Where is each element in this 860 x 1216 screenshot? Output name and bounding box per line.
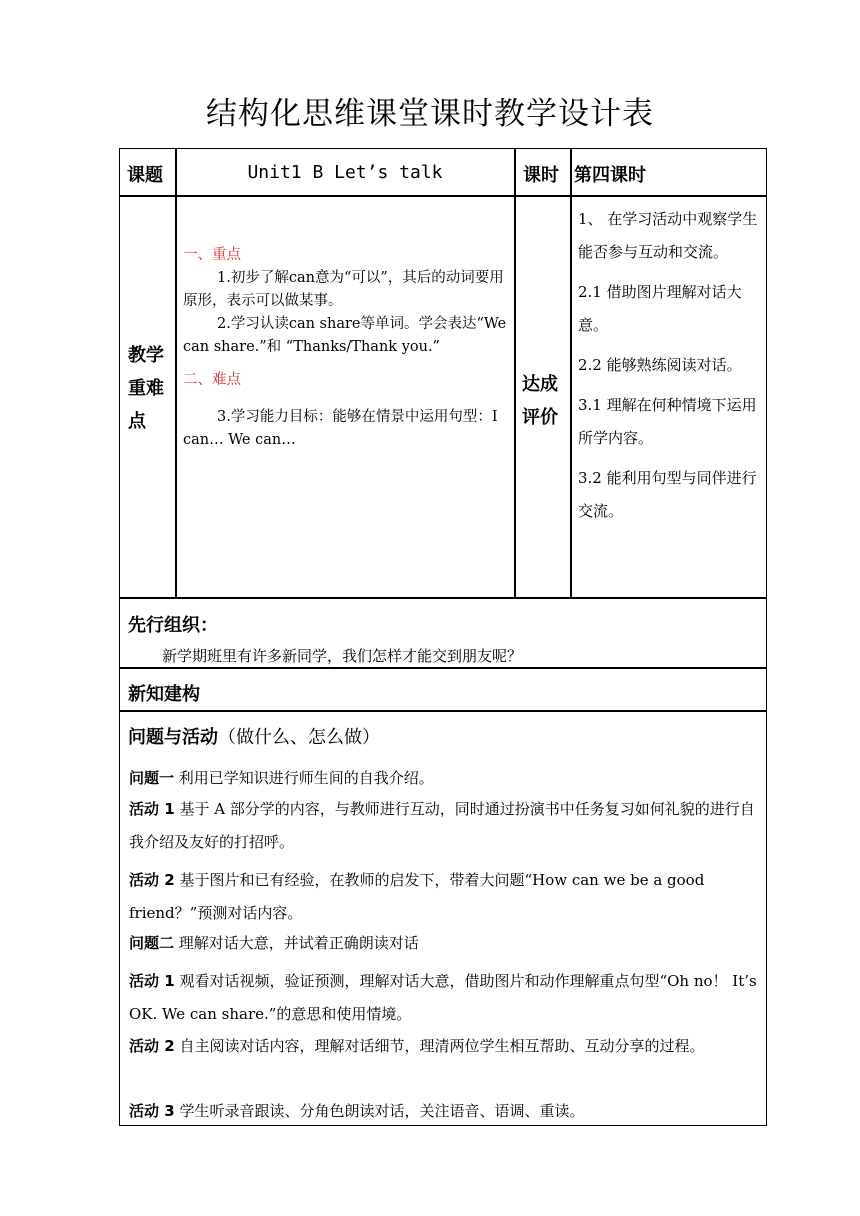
table-divider xyxy=(119,710,767,712)
key-points-label xyxy=(128,339,172,438)
topic-label: 课题 xyxy=(127,165,163,186)
difficulty-item: 3.学习能力目标：能够在情景中运用句型：I can… We can… xyxy=(183,409,498,448)
focus-item: 1.初步了解can意为“可以”，其后的动词要用原形，表示可以做某事。 xyxy=(183,270,504,309)
activity-paragraph xyxy=(129,1030,761,1063)
evaluation-item: 2.1 借助图片理解对话大意。 xyxy=(578,283,742,334)
focus-heading: 一、重点 xyxy=(183,247,241,263)
table-divider xyxy=(514,148,516,598)
period-label: 课时 xyxy=(523,165,559,186)
evaluation-label-line: 达成 xyxy=(522,374,558,395)
topic-value: Unit1 B Let’s talk xyxy=(247,162,443,183)
evaluation-label xyxy=(522,368,568,434)
activity-paragraph xyxy=(129,1095,761,1128)
activity-paragraph xyxy=(129,864,761,930)
question-two xyxy=(129,927,761,960)
activity-label: 活动 1 xyxy=(129,800,175,818)
period-value: 第四课时 xyxy=(574,165,646,186)
table-divider xyxy=(119,597,767,599)
document-title: 结构化思维课堂课时教学设计表 xyxy=(206,96,654,132)
evaluation-item: 3.1 理解在何种情境下运用所学内容。 xyxy=(578,396,757,447)
advance-text: 新学期班里有许多新同学，我们怎样才能交到朋友呢？ xyxy=(162,647,523,665)
evaluation-item: 1、 在学习活动中观察学生能否参与互动和交流。 xyxy=(578,210,758,261)
key-points-label-line: 点 xyxy=(128,411,146,432)
activities-heading-rest: （做什么、怎么做） xyxy=(218,727,380,748)
activity-label: 活动 2 xyxy=(129,871,175,889)
activity-label: 活动 2 xyxy=(129,1037,175,1055)
table-divider xyxy=(570,148,572,598)
question-label: 问题一 xyxy=(129,769,175,787)
question-one xyxy=(129,762,761,795)
evaluation-item: 3.2 能利用句型与同伴进行交流。 xyxy=(578,469,757,520)
question-text: 利用已学知识进行师生间的自我介绍。 xyxy=(174,769,434,787)
difficulty-heading: 二、难点 xyxy=(183,372,241,388)
key-points-label-line: 教学 xyxy=(128,345,164,366)
evaluation-label-line: 评价 xyxy=(522,407,558,428)
activity-text: 学生听录音跟读、分角色朗读对话，关注语音、语调、重读。 xyxy=(174,1102,585,1120)
new-knowledge-heading: 新知建构 xyxy=(128,684,200,705)
evaluation-item: 2.2 能够熟练阅读对话。 xyxy=(578,356,742,374)
activity-text: 自主阅读对话内容，理解对话细节，理清两位学生相互帮助、互动分享的过程。 xyxy=(174,1037,705,1055)
key-points-content xyxy=(183,244,509,452)
activity-paragraph xyxy=(129,965,761,1031)
activity-text: 基于图片和已有经验，在教师的启发下，带着大问题“How can we be a good friend？”预测对话内容。 xyxy=(129,871,705,922)
activities-heading xyxy=(128,723,380,749)
table-divider xyxy=(119,195,767,197)
focus-item: 2.学习认读can share等单词。学会表达“We can share.”和 “Thanks/Thank you.” xyxy=(183,316,507,355)
activity-label: 活动 3 xyxy=(129,1102,175,1120)
activity-text: 观看对话视频，验证预测，理解对话大意，借助图片和动作理解重点句型“Oh no！ It’s OK. We can share.”的意思和使用情境。 xyxy=(129,972,757,1023)
table-divider xyxy=(175,148,177,598)
activity-paragraph xyxy=(129,793,761,859)
key-points-label-line: 重难 xyxy=(128,378,164,399)
activity-text: 基于 A 部分学的内容，与教师进行互动，同时通过扮演书中任务复习如何礼貌的进行自我介绍及友好的打招呼。 xyxy=(129,800,755,851)
activities-heading-bold: 问题与活动 xyxy=(128,727,218,748)
question-text: 理解对话大意，并试着正确朗读对话 xyxy=(174,934,419,952)
evaluation-list xyxy=(578,203,758,535)
activity-label: 活动 1 xyxy=(129,972,175,990)
advance-heading: 先行组织： xyxy=(128,615,218,636)
question-label: 问题二 xyxy=(129,934,175,952)
